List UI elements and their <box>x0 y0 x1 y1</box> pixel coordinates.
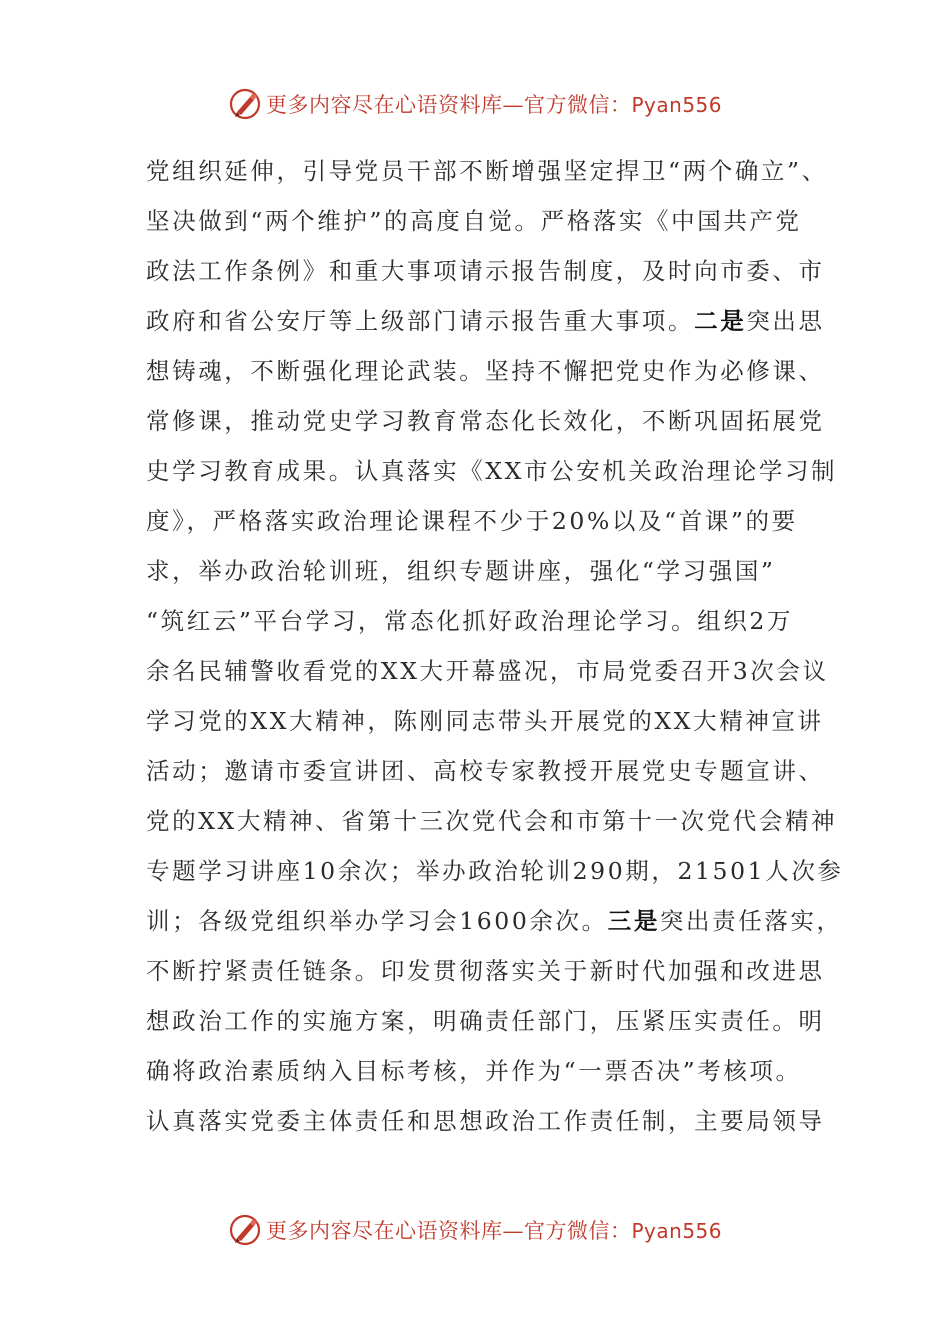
text-segment: 余名民辅警收看党的XX大开幕盛况，市局党委召开3次会议 <box>146 657 829 685</box>
body-line <box>146 346 825 396</box>
body-line <box>146 846 844 896</box>
body-line <box>146 996 825 1046</box>
text-segment: 认真落实党委主体责任和思想政治工作责任制，主要局领导 <box>146 1107 825 1135</box>
text-segment: “筑红云”平台学习，常态化抓好政治理论学习。组织2万 <box>146 607 794 635</box>
body-line <box>146 796 838 846</box>
pen-logo-icon <box>228 87 262 121</box>
text-segment: 坚决做到“两个维护”的高度自觉。严格落实《中国共产党 <box>146 207 802 235</box>
text-segment: 常修课，推动党史学习教育常态化长效化，不断巩固拓展党 <box>146 407 825 435</box>
text-segment: 专题学习讲座10余次；举办政治轮训290期，21501人次参 <box>146 857 844 885</box>
text-segment: 不断拧紧责任链条。印发贯彻落实关于新时代加强和改进思 <box>146 957 825 985</box>
text-segment: 活动；邀请市委宣讲团、高校专家教授开展党史专题宣讲、 <box>146 757 825 785</box>
text-segment: 党的XX大精神、省第十三次党代会和市第十一次党代会精神 <box>146 807 838 835</box>
body-line <box>146 946 825 996</box>
body-line <box>146 746 825 796</box>
body-line <box>146 696 824 746</box>
text-segment: 学习党的XX大精神，陈刚同志带头开展党的XX大精神宣讲 <box>146 707 824 735</box>
document-body <box>146 146 844 1146</box>
body-line <box>146 596 806 646</box>
body-line <box>146 296 825 346</box>
header-banner-text: 更多内容尽在心语资料库—官方微信： <box>265 93 632 117</box>
text-segment: 突出责任落实， <box>659 907 843 935</box>
header-banner <box>0 84 950 124</box>
body-line <box>146 496 806 546</box>
body-line <box>146 246 825 296</box>
body-line <box>146 446 838 496</box>
body-line <box>146 146 828 196</box>
body-line <box>146 396 825 446</box>
bold-keyword: 二是 <box>694 307 747 335</box>
text-segment: 史学习教育成果。认真落实《XX市公安机关政治理论学习制 <box>146 457 838 485</box>
text-segment: 想政治工作的实施方案，明确责任部门，压紧压实责任。明 <box>146 1007 825 1035</box>
pen-logo-icon <box>228 1213 262 1247</box>
text-segment: 训；各级党组织举办学习会1600余次。 <box>146 907 608 935</box>
bold-keyword: 三是 <box>607 907 660 935</box>
body-line <box>146 196 806 246</box>
body-line <box>146 1096 825 1146</box>
body-line <box>146 1046 806 1096</box>
body-line <box>146 546 806 596</box>
text-segment: 求，举办政治轮训班，组织专题讲座，强化“学习强国” <box>146 557 776 585</box>
text-segment: 想铸魂，不断强化理论武装。坚持不懈把党史作为必修课、 <box>146 357 825 385</box>
text-segment: 突出思 <box>746 307 825 335</box>
header-banner-wechat-id: Pyan556 <box>631 93 722 117</box>
footer-banner <box>0 1210 950 1250</box>
body-line <box>146 646 829 696</box>
footer-banner-wechat-id: Pyan556 <box>631 1219 722 1243</box>
text-segment: 政府和省公安厅等上级部门请示报告重大事项。 <box>146 307 695 335</box>
text-segment: 政法工作条例》和重大事项请示报告制度，及时向市委、市 <box>146 257 825 285</box>
body-line <box>146 896 843 946</box>
footer-banner-text: 更多内容尽在心语资料库—官方微信： <box>265 1219 632 1243</box>
text-segment: 度》，严格落实政治理论课程不少于20%以及“首课”的要 <box>146 507 798 535</box>
text-segment: 党组织延伸，引导党员干部不断增强坚定捍卫“两个确立”、 <box>146 157 828 185</box>
text-segment: 确将政治素质纳入目标考核，并作为“一票否决”考核项。 <box>146 1057 802 1085</box>
